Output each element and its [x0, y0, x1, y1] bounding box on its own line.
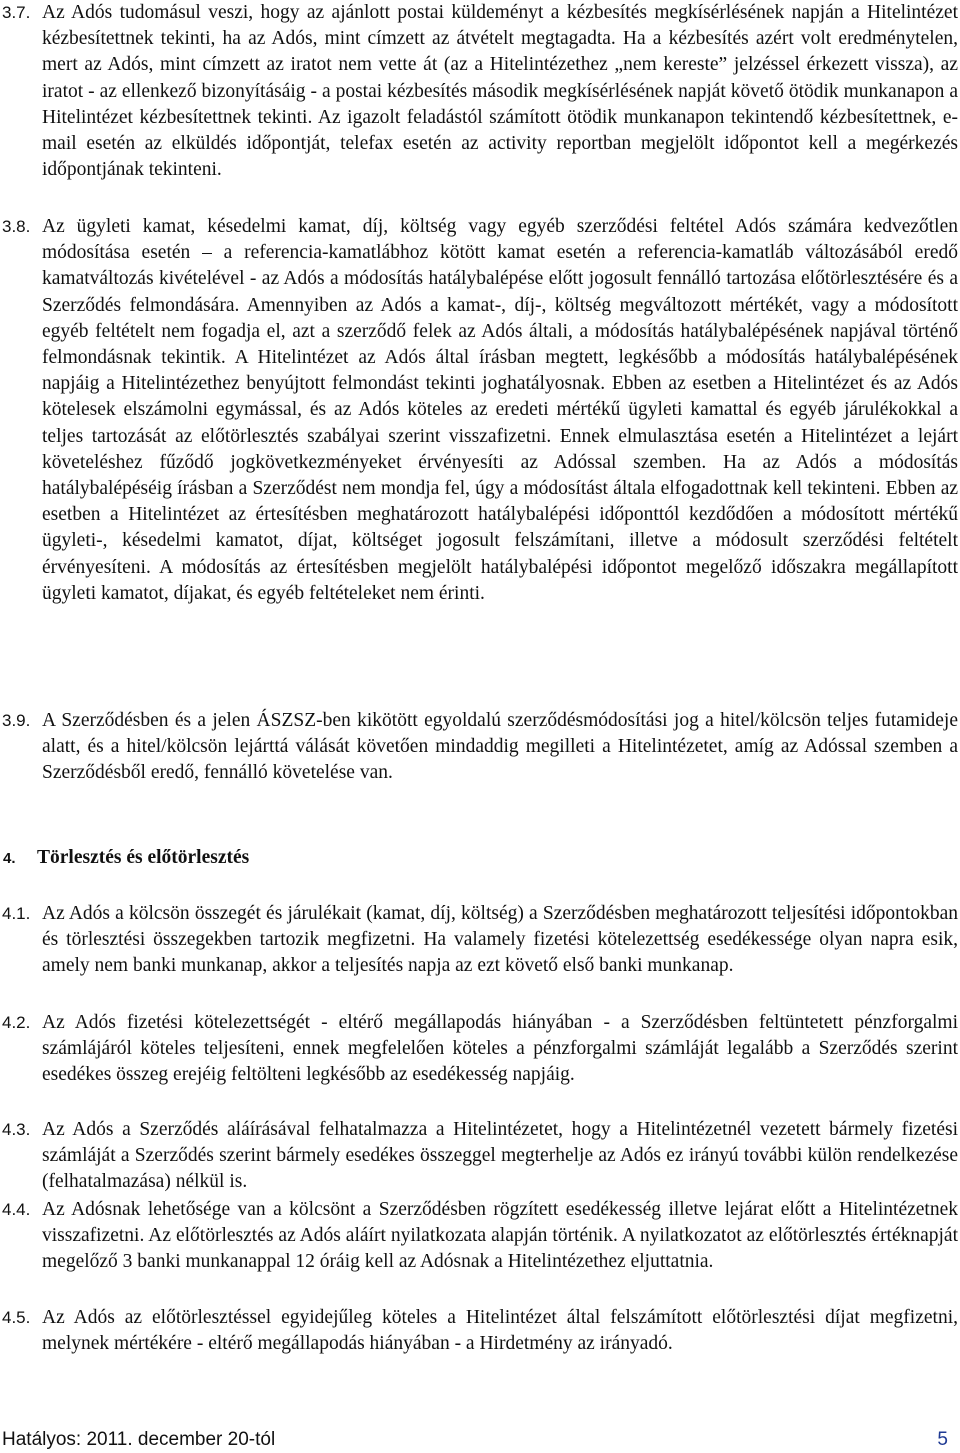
clause-text: Az Adósnak lehetősége van a kölcsönt a Szerződésben rögzített esedékesség illetve lejárat előtt a Hitelintézetnek visszafizetni. Az előtörlesztés az Adós aláírt nyilatkozata alapján történik. A nyilatkozatot az előtörlesztés értéknapját megelőző 3 banki munkanappal 12 óráig kell az Adósnak a Hitelintézethez eljuttatnia.	[42, 1199, 958, 1273]
clause-text: Az Adós az előtörlesztéssel egyidejűleg köteles a Hitelintézet által felszámított előtörlesztési díjat megfizetni, melynek mértékére - eltérő megállapodás hiányában - a Hirdetmény az irányadó.	[42, 1307, 958, 1355]
clause-number: 4.5.	[2, 1308, 31, 1327]
clause-4-4	[0, 1197, 958, 1276]
footer-effective-date: Hatályos: 2011. december 20-tól	[2, 1429, 276, 1450]
clause-paragraph: Az igazolt feladástól számított ötödik munkanapon tekintendő kézbesítettnek, e-mail esetén az elküldés időpontját, telefax esetén az activity reportban megjelölt időpontot kell a megérkezés időpontjának tekinteni.	[42, 106, 958, 181]
clause-text: Az Adós a kölcsön összegét és járulékait (kamat, díj, költség) a Szerződésben meghatározott teljesítési időpontokban és törlesztési összegekben tartozik megfizetni. Ha valamely fizetési kötelezettség esedékessége olyan napra esik, amely nem banki munkanap, akkor a teljesítés napja az ezt követő első banki munkanap.	[42, 903, 958, 977]
clause-number: 3.9.	[2, 711, 31, 730]
clause-4-1	[0, 901, 958, 980]
clause-number: 4.4.	[2, 1200, 31, 1219]
clause-4-3	[0, 1117, 958, 1196]
clause-number: 3.8.	[2, 217, 31, 236]
clause-paragraph: Az Adós tudomásul veszi, hogy az ajánlott postai küldeményt a kézbesítés megkísérlésének napján a Hitelintézet kézbesítettnek tekinti, ha az Adós, mint címzett az átvételt megtagadta. Ha a kézbesítés azért volt eredménytelen, mert az Adós, mint címzett az iratot nem vette át (az a Hitelintézethez „nem kereste” jelzéssel érkezett vissza), az iratot - az ellenkező bizonyításáig - a postai kézbesítés második megkísérlésének napját követő ötödik munkanapon a Hitelintézet kézbesítettnek tekinti.	[42, 2, 958, 128]
clause-4-5	[0, 1305, 958, 1357]
clause-number: 4.2.	[2, 1013, 31, 1032]
clause-text: Az Adós a Szerződés aláírásával felhatalmazza a Hitelintézetet, hogy a Hitelintézetnél vezetett bármely fizetési számláját a Szerződés szerint bármely esedékes összeggel megterhelje az Adós ez irányú további külön rendelkezése (felhatalmazása) nélkül is.	[42, 1119, 958, 1193]
clause-text	[42, 0, 958, 183]
clause-number: 3.7.	[2, 3, 31, 22]
clause-3-8	[0, 214, 958, 607]
clause-text: A Szerződésben és a jelen ÁSZSZ-ben kikötött egyoldalú szerződésmódosítási jog a hitel/kölcsön teljes futamideje alatt, és a hitel/kölcsön lejárttá válását követően mindaddig megilleti a Hitelintézetet, amíg az Adóssal szemben a Szerződésből eredő, fennálló követelése van.	[42, 710, 958, 784]
section-heading	[0, 845, 600, 872]
section-number: 4.	[3, 850, 16, 867]
clause-3-7	[0, 0, 958, 183]
clause-4-2	[0, 1010, 958, 1089]
page-number: 5	[937, 1429, 948, 1450]
clause-3-9	[0, 708, 958, 787]
clause-text: Az ügyleti kamat, késedelmi kamat, díj, költség vagy egyéb szerződési feltétel Adós számára kedvezőtlen módosítása esetén – a referencia-kamatlábhoz kötött kamat esetén a referencia-kamatláb változásából eredő kamatváltozás kivételével - az Adós a módosítás hatálybalépése előtt jogosult fennálló tartozása előtörlesztésére és a Szerződés felmondására. Amennyiben az Adós a kamat-, díj-, költség megváltozott mértékét, vagy a módosított egyéb feltételt nem fogadja el, azt a szerződő felek az Adós általi, a módosítás hatálybalépésének napjával történő felmondásnak tekintik. A Hitelintézet az Adós által írásban megtett, legkésőbb a módosítás hatálybalépésének napjáig a Hitelintézethez benyújtott felmondást tekinti joghatályosnak. Ebben az esetben a Hitelintézet és az Adós kötelesek elszámolni egymással, és az Adós köteles az eredeti mértékű ügyleti kamattal és egyéb járulékokkal a teljes tartozását az előtörlesztés szabályai szerint visszafizetni. Ennek elmulasztása esetén a Hitelintézet a lejárt követeléshez fűződő jogkövetkezményeket érvényesíti az Adóssal szemben. Ha az Adós a módosítás hatálybalépéséig írásban a Szerződést nem mondja fel, úgy a módosítást általa elfogadottnak kell tekinteni. Ebben az esetben a Hitelintézet az értesítésben meghatározott hatálybalépési időponttól kezdődően a módosított mértékű ügyleti-, késedelmi kamatot, díjat, költséget jogosult felszámítani, illetve a módosult szerződési feltételt érvényesíteni. A módosítás az értesítésben megjelölt hatálybalépési időpontot megelőző időszakra megállapított ügyleti kamatot, díjakat, és egyéb feltételeket nem érinti.	[42, 216, 958, 604]
clause-number: 4.1.	[2, 904, 31, 923]
clause-text: Az Adós fizetési kötelezettségét - eltérő megállapodás hiányában - a Szerződésben feltüntetett pénzforgalmi számlájáról köteles teljesíteni, ennek megfelelően köteles a pénzforgalmi számláját legalább a Szerződés szerint esedékes összeg erejéig feltölteni legkésőbb az esedékesség napjáig.	[42, 1012, 958, 1086]
page-footer	[0, 1427, 958, 1453]
section-title: Törlesztés és előtörlesztés	[37, 847, 250, 868]
clause-number: 4.3.	[2, 1120, 31, 1139]
